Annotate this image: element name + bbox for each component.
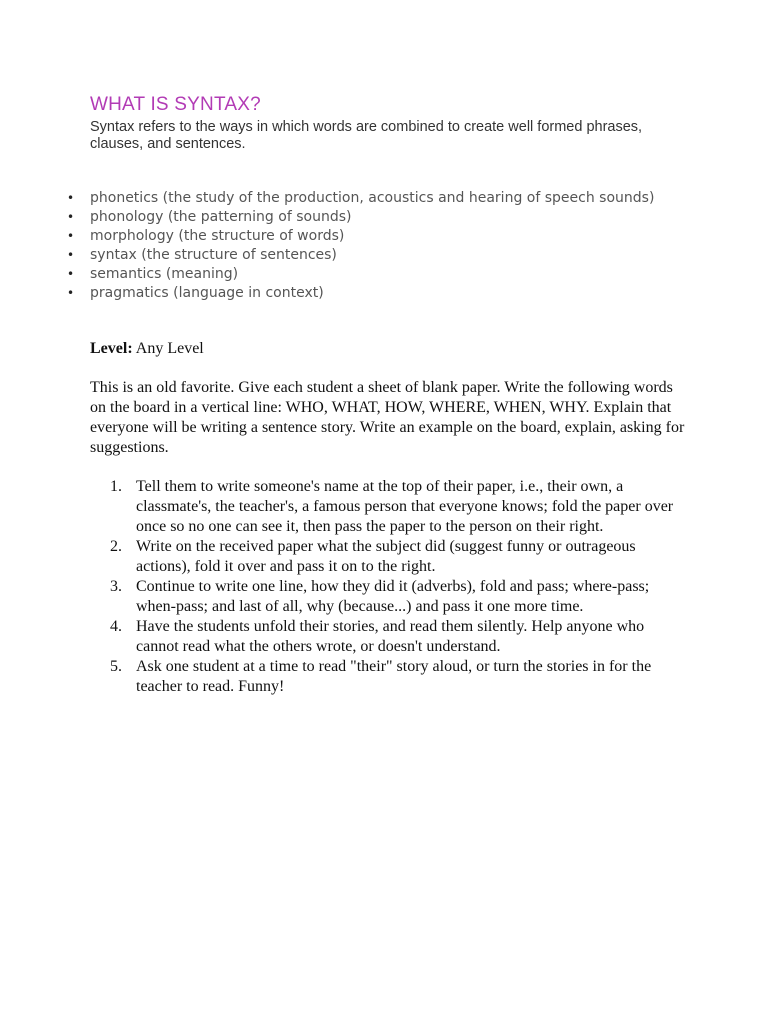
activity-description: This is an old favorite. Give each student a sheet of blank paper. Write the following words on the board in a vertical line: WHO, WHAT, HOW, WHERE, WHEN, WHY. Explain that everyone will be writing a sentence story. Write an example on the board, explain, asking for suggestions.: [90, 379, 685, 456]
list-item: [67, 265, 670, 284]
level-value: Any Level: [132, 340, 204, 357]
step-number: 3.: [110, 578, 122, 595]
step-text: Write on the received paper what the subject did (suggest funny or outrageous actions), fold it over and pass it on to the right.: [136, 538, 636, 575]
list-item-text: morphology (the structure of words): [90, 228, 345, 244]
step-number: 4.: [110, 618, 122, 635]
bullet-icon: •: [67, 248, 75, 262]
step-text: Have the students unfold their stories, and read them silently. Help anyone who cannot read what the others wrote, or doesn't understand.: [136, 618, 645, 655]
list-item-text: syntax (the structure of sentences): [90, 247, 337, 263]
step-item: [110, 657, 686, 697]
step-number: 5.: [110, 658, 122, 675]
level-line: [90, 340, 204, 358]
list-item: [67, 208, 670, 227]
list-item-text: phonetics (the study of the production, acoustics and hearing of speech sounds): [90, 190, 655, 206]
step-text: Continue to write one line, how they did it (adverbs), fold and pass; where-pass; when-pass; and last of all, why (because...) and pass it one more time.: [136, 578, 650, 615]
list-item-text: semantics (meaning): [90, 266, 239, 282]
bullet-icon: •: [67, 229, 75, 243]
list-item: [67, 227, 670, 246]
step-number: 1.: [110, 478, 122, 495]
bullet-icon: •: [67, 191, 75, 205]
step-number: 2.: [110, 538, 122, 555]
list-item: [67, 246, 670, 265]
bullet-icon: •: [67, 210, 75, 224]
bullet-icon: •: [67, 286, 75, 300]
step-item: [110, 537, 686, 577]
level-label: Level:: [90, 340, 133, 357]
step-item: [110, 617, 686, 657]
list-item: [67, 284, 670, 303]
step-item: [110, 477, 686, 537]
list-item: [67, 189, 670, 208]
page-title: WHAT IS SYNTAX?: [90, 94, 261, 115]
step-item: [110, 577, 686, 617]
intro-text: Syntax refers to the ways in which words are combined to create well formed phrases, clauses, and sentences.: [90, 119, 643, 152]
step-text: Tell them to write someone's name at the top of their paper, i.e., their own, a classmate's, the teacher's, a famous person that everyone knows; fold the paper over once so no one can see it, then pass the paper to the person on their right.: [136, 478, 674, 535]
list-item-text: phonology (the patterning of sounds): [90, 209, 352, 225]
step-text: Ask one student at a time to read "their" story aloud, or turn the stories in for the teacher to read. Funny!: [136, 658, 652, 695]
linguistics-bullet-list: [67, 189, 670, 303]
bullet-icon: •: [67, 267, 75, 281]
list-item-text: pragmatics (language in context): [90, 285, 324, 301]
steps-list: [110, 477, 686, 697]
